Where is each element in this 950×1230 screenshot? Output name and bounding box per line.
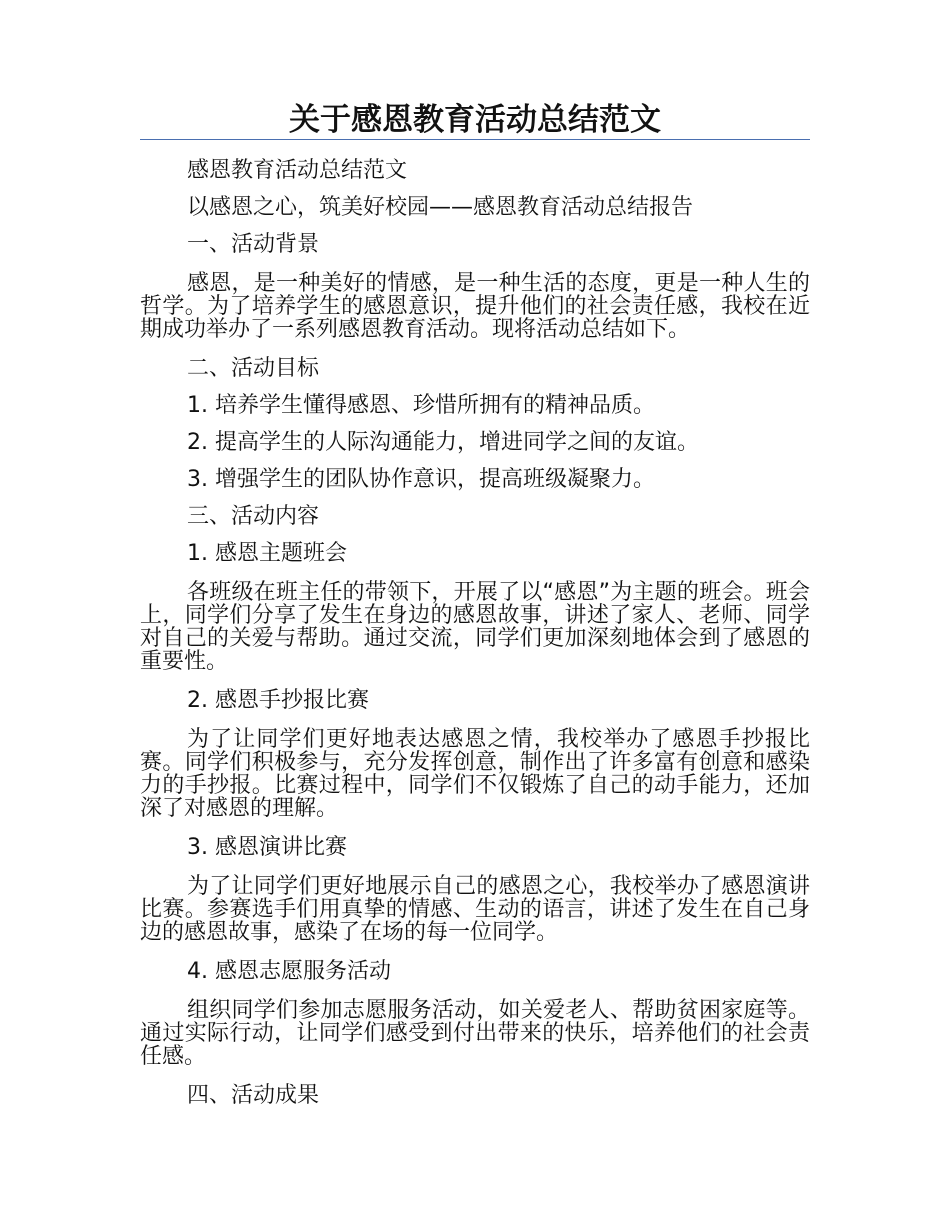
goal-item-3: 3. 增强学生的团队协作意识，提高班级凝聚力。 xyxy=(187,467,655,492)
paragraph-volunteer-service: 组织同学们参加志愿服务活动，如关爱老人、帮助贫困家庭等。通过实际行动，让同学们感受到付出带来的快乐，培养他们的社会责任感。 xyxy=(140,998,810,1069)
document-title: 关于感恩教育活动总结范文 xyxy=(289,102,661,138)
content-item-1-heading: 1. 感恩主题班会 xyxy=(187,541,347,566)
document-body xyxy=(140,152,810,1114)
title-underline xyxy=(140,139,810,140)
paragraph-handwritten-newspaper: 为了让同学们更好地表达感恩之情，我校举办了感恩手抄报比赛。同学们积极参与，充分发挥创意，制作出了许多富有创意和感染力的手抄报。比赛过程中，同学们不仅锻炼了自己的动手能力，还加深了对感恩的理解。 xyxy=(140,727,810,821)
content-item-3-heading: 3. 感恩演讲比赛 xyxy=(187,835,347,860)
subtitle-line: 感恩教育活动总结范文 xyxy=(187,158,408,183)
goal-item-2: 2. 提高学生的人际沟通能力，增进同学之间的友谊。 xyxy=(187,430,699,455)
goal-item-1: 1. 培养学生懂得感恩、珍惜所拥有的精神品质。 xyxy=(187,393,655,418)
paragraph-class-meeting: 各班级在班主任的带领下，开展了以“感恩”为主题的班会。班会上，同学们分享了发生在身边的感恩故事，讲述了家人、老师、同学对自己的关爱与帮助。通过交流，同学们更加深刻地体会到了感恩的重要性。 xyxy=(140,580,810,674)
section-heading-results: 四、活动成果 xyxy=(187,1083,320,1108)
content-item-2-heading: 2. 感恩手抄报比赛 xyxy=(187,688,369,713)
report-heading: 以感恩之心，筑美好校园——感恩教育活动总结报告 xyxy=(187,195,694,220)
section-heading-background: 一、活动背景 xyxy=(187,232,320,257)
paragraph-background: 感恩，是一种美好的情感，是一种生活的态度，更是一种人生的哲学。为了培养学生的感恩意识，提升他们的社会责任感，我校在近期成功举办了一系列感恩教育活动。现将活动总结如下。 xyxy=(140,271,810,342)
section-heading-goals: 二、活动目标 xyxy=(187,356,320,381)
content-item-4-heading: 4. 感恩志愿服务活动 xyxy=(187,959,391,984)
section-heading-content: 三、活动内容 xyxy=(187,504,320,529)
paragraph-speech-contest: 为了让同学们更好地展示自己的感恩之心，我校举办了感恩演讲比赛。参赛选手们用真挚的情感、生动的语言，讲述了发生在自己身边的感恩故事，感染了在场的每一位同学。 xyxy=(140,874,810,945)
